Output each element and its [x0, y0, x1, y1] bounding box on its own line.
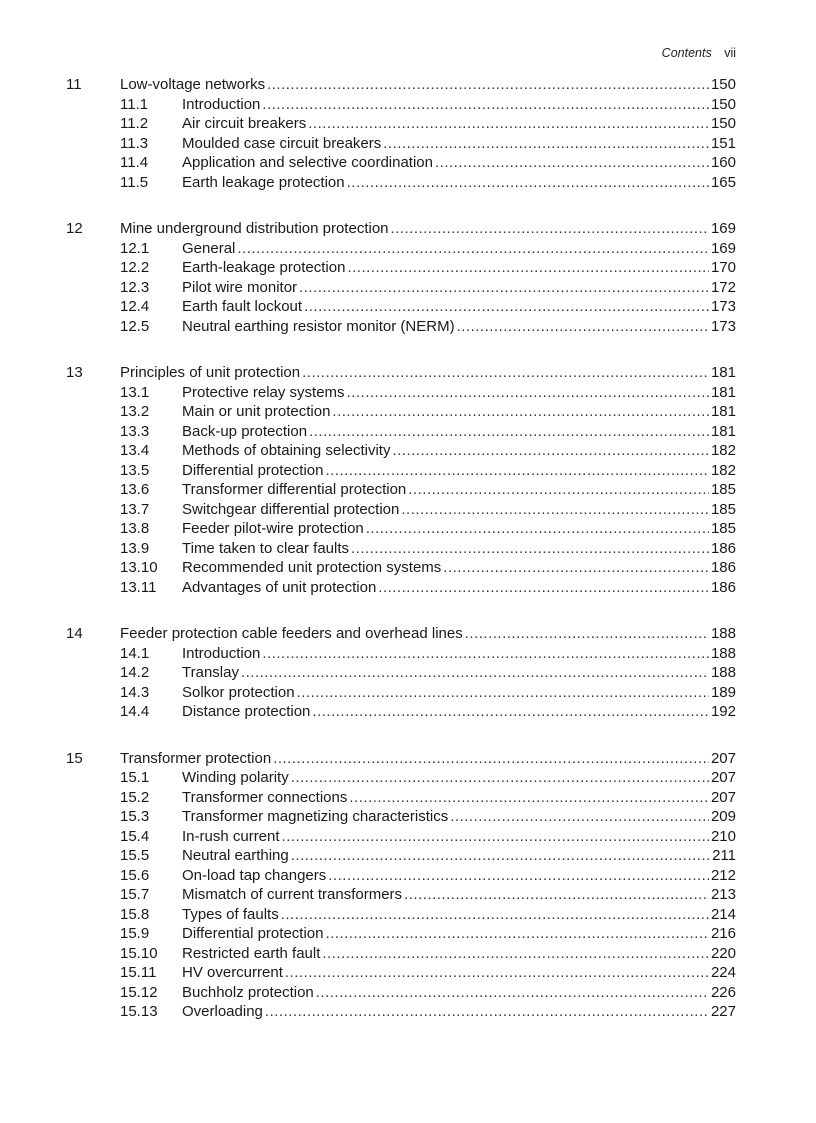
dot-leader — [325, 924, 709, 944]
dot-leader — [332, 402, 709, 422]
dot-leader — [304, 297, 709, 317]
section-title: Transformer differential protection — [182, 481, 407, 498]
dot-leader — [443, 558, 709, 578]
section-number: 15.4 — [120, 827, 150, 845]
section-title: Moulded case circuit breakers — [182, 134, 382, 152]
section-title: Translay — [182, 664, 239, 681]
dot-leader — [308, 114, 709, 134]
section-number: 14.4 — [120, 703, 150, 720]
section-entry — [66, 134, 736, 154]
dot-leader — [328, 866, 709, 886]
section-entry — [66, 702, 736, 722]
chapter-title: Feeder protection cable feeders and overhead lines — [120, 625, 463, 642]
section-number: 15.12 — [120, 983, 158, 1001]
chapter-number: 11 — [66, 76, 82, 93]
section-entry — [66, 441, 736, 461]
section-title: Recommended unit protection systems — [182, 559, 442, 576]
section-entry — [66, 788, 736, 808]
section-entry — [66, 963, 736, 983]
section-title: In-rush current — [182, 827, 280, 845]
section-entry — [66, 258, 736, 278]
section-title: Air circuit breakers — [182, 115, 307, 132]
section-title: Protective relay systems — [182, 383, 345, 401]
section-number: 14.1 — [120, 644, 150, 662]
section-page-number: 181 — [710, 383, 736, 401]
section-page-number: 189 — [710, 683, 736, 701]
dot-leader — [273, 749, 709, 769]
section-title: Overloading — [182, 1003, 263, 1020]
section-title: Types of faults — [182, 905, 279, 923]
dot-leader — [267, 75, 709, 95]
section-page-number: 186 — [710, 578, 736, 596]
dot-leader — [408, 480, 709, 500]
section-entry — [66, 239, 736, 259]
section-entry — [66, 885, 736, 905]
section-page-number: 188 — [710, 664, 736, 681]
section-page-number: 227 — [710, 1003, 736, 1020]
section-entry — [66, 500, 736, 520]
section-entry — [66, 173, 736, 193]
chapter-entry — [66, 749, 736, 769]
section-page-number: 226 — [710, 983, 736, 1001]
section-number: 14.2 — [120, 664, 150, 681]
section-number: 12.5 — [120, 317, 150, 335]
section-entry — [66, 944, 736, 964]
section-title: On-load tap changers — [182, 866, 327, 884]
running-head-page-number: vii — [724, 46, 736, 60]
section-entry — [66, 768, 736, 788]
section-entry — [66, 480, 736, 500]
section-title: Back-up protection — [182, 422, 308, 440]
dot-leader — [316, 983, 709, 1003]
chapter-title: Principles of unit protection — [120, 364, 301, 381]
dot-leader — [351, 539, 709, 559]
running-head-label: Contents — [661, 46, 712, 60]
section-title: Introduction — [182, 95, 261, 113]
chapter-entry — [66, 624, 736, 644]
section-page-number: 151 — [710, 134, 736, 152]
dot-leader — [302, 363, 709, 383]
section-entry — [66, 578, 736, 598]
section-page-number: 173 — [710, 317, 736, 335]
section-entry — [66, 114, 736, 134]
chapter-page-number: 181 — [710, 364, 736, 381]
dot-leader — [465, 624, 709, 644]
section-entry — [66, 95, 736, 115]
section-number: 12.4 — [120, 298, 150, 315]
section-page-number: 150 — [710, 115, 736, 132]
section-title: Application and selective coordination — [182, 154, 433, 171]
dot-leader — [392, 441, 709, 461]
dot-leader — [322, 944, 709, 964]
section-page-number: 210 — [710, 827, 736, 845]
section-entry — [66, 983, 736, 1003]
chapter-title: Transformer protection — [120, 749, 272, 767]
section-page-number: 212 — [710, 866, 736, 884]
dot-leader — [285, 963, 709, 983]
chapter-page-number: 188 — [710, 625, 736, 642]
chapter-page-number: 169 — [710, 220, 736, 237]
chapter-title: Low-voltage networks — [120, 76, 266, 93]
chapter-page-number: 150 — [710, 76, 736, 93]
dot-leader — [265, 1002, 709, 1022]
section-entry — [66, 683, 736, 703]
chapter-block — [66, 363, 736, 597]
section-page-number: 160 — [710, 154, 736, 171]
section-number: 13.9 — [120, 539, 150, 557]
section-page-number: 182 — [710, 442, 736, 459]
chapter-number: 14 — [66, 625, 83, 642]
section-title: Mismatch of current transformers — [182, 886, 403, 903]
section-number: 11.5 — [120, 173, 149, 191]
dot-leader — [299, 278, 709, 298]
section-title: Main or unit protection — [182, 403, 331, 420]
section-number: 13.5 — [120, 461, 150, 479]
section-page-number: 181 — [710, 422, 736, 440]
section-entry — [66, 827, 736, 847]
chapter-number: 12 — [66, 220, 83, 237]
section-number: 15.10 — [120, 944, 158, 962]
dot-leader — [435, 153, 709, 173]
section-page-number: 186 — [710, 559, 736, 576]
chapter-page-number: 207 — [710, 749, 736, 767]
section-title: Differential protection — [182, 461, 324, 479]
chapter-number: 15 — [66, 749, 83, 767]
chapter-block — [66, 219, 736, 336]
section-number: 11.3 — [120, 134, 149, 152]
section-page-number: 185 — [710, 481, 736, 498]
section-entry — [66, 807, 736, 827]
section-page-number: 186 — [710, 539, 736, 557]
dot-leader — [262, 644, 709, 664]
dot-leader — [383, 134, 709, 154]
dot-leader — [237, 239, 709, 259]
section-number: 15.1 — [120, 769, 150, 786]
section-page-number: 214 — [710, 905, 736, 923]
section-entry — [66, 1002, 736, 1022]
section-title: Time taken to clear faults — [182, 539, 350, 557]
section-entry — [66, 402, 736, 422]
section-number: 13.4 — [120, 442, 150, 459]
chapter-block — [66, 75, 736, 192]
section-entry — [66, 924, 736, 944]
dot-leader — [404, 885, 709, 905]
section-title: Earth-leakage protection — [182, 259, 346, 276]
section-title: Introduction — [182, 644, 261, 662]
dot-leader — [297, 683, 709, 703]
section-entry — [66, 663, 736, 683]
section-number: 15.2 — [120, 788, 150, 806]
section-title: Earth leakage protection — [182, 173, 345, 191]
section-entry — [66, 519, 736, 539]
section-title: Distance protection — [182, 703, 311, 720]
section-entry — [66, 846, 736, 866]
dot-leader — [349, 788, 709, 808]
section-page-number: 188 — [710, 644, 736, 662]
section-page-number: 224 — [710, 964, 736, 981]
section-number: 13.7 — [120, 500, 150, 518]
section-number: 11.2 — [120, 115, 149, 132]
section-title: Feeder pilot-wire protection — [182, 520, 364, 537]
section-page-number: 211 — [712, 847, 736, 864]
section-number: 15.9 — [120, 925, 150, 942]
section-page-number: 209 — [710, 808, 736, 825]
section-title: Methods of obtaining selectivity — [182, 442, 391, 459]
section-entry — [66, 153, 736, 173]
section-page-number: 170 — [710, 259, 736, 276]
section-title: HV overcurrent — [182, 964, 283, 981]
section-entry — [66, 422, 736, 442]
dot-leader — [457, 317, 709, 337]
section-entry — [66, 644, 736, 664]
section-title: Pilot wire monitor — [182, 278, 298, 296]
dot-leader — [391, 219, 709, 239]
section-title: General — [182, 239, 236, 257]
section-title: Solkor protection — [182, 683, 295, 701]
section-entry — [66, 866, 736, 886]
section-title: Restricted earth fault — [182, 944, 321, 962]
section-number: 15.13 — [120, 1003, 158, 1020]
dot-leader — [347, 173, 709, 193]
chapter-entry — [66, 363, 736, 383]
section-page-number: 150 — [710, 95, 736, 113]
dot-leader — [378, 578, 709, 598]
dot-leader — [281, 905, 709, 925]
section-page-number: 169 — [710, 239, 736, 257]
section-title: Transformer connections — [182, 788, 348, 806]
dot-leader — [241, 663, 709, 683]
chapter-entry — [66, 75, 736, 95]
section-title: Winding polarity — [182, 769, 289, 786]
section-title: Differential protection — [182, 925, 324, 942]
table-of-contents — [66, 75, 736, 1049]
section-entry — [66, 317, 736, 337]
section-title: Buchholz protection — [182, 983, 314, 1001]
section-page-number: 172 — [710, 278, 736, 296]
section-title: Switchgear differential protection — [182, 500, 400, 518]
section-page-number: 165 — [710, 173, 736, 191]
section-number: 11.4 — [120, 154, 149, 171]
dot-leader — [282, 827, 709, 847]
section-page-number: 182 — [710, 461, 736, 479]
section-page-number: 185 — [710, 520, 736, 537]
section-number: 13.10 — [120, 559, 158, 576]
chapter-block — [66, 749, 736, 1022]
section-number: 14.3 — [120, 683, 150, 701]
section-entry — [66, 278, 736, 298]
section-page-number: 192 — [710, 703, 736, 720]
section-entry — [66, 383, 736, 403]
section-number: 11.1 — [120, 95, 149, 113]
section-number: 13.3 — [120, 422, 150, 440]
section-page-number: 220 — [710, 944, 736, 962]
dot-leader — [347, 258, 709, 278]
section-number: 15.11 — [120, 964, 157, 981]
section-entry — [66, 539, 736, 559]
dot-leader — [366, 519, 709, 539]
running-head — [662, 46, 736, 60]
dot-leader — [262, 95, 709, 115]
section-entry — [66, 461, 736, 481]
section-number: 13.6 — [120, 481, 150, 498]
section-page-number: 207 — [710, 788, 736, 806]
section-number: 12.3 — [120, 278, 150, 296]
section-page-number: 207 — [710, 769, 736, 786]
section-page-number: 213 — [710, 886, 736, 903]
section-number: 12.2 — [120, 259, 150, 276]
section-number: 12.1 — [120, 239, 150, 257]
dot-leader — [347, 383, 709, 403]
section-page-number: 173 — [710, 298, 736, 315]
section-number: 15.6 — [120, 866, 150, 884]
section-number: 15.7 — [120, 886, 150, 903]
section-entry — [66, 905, 736, 925]
section-page-number: 185 — [710, 500, 736, 518]
dot-leader — [325, 461, 709, 481]
dot-leader — [291, 846, 710, 866]
section-page-number: 181 — [710, 403, 736, 420]
section-title: Advantages of unit protection — [182, 578, 377, 596]
section-title: Neutral earthing — [182, 847, 289, 864]
section-number: 15.3 — [120, 808, 150, 825]
section-number: 15.8 — [120, 905, 150, 923]
section-number: 13.1 — [120, 383, 150, 401]
section-number: 15.5 — [120, 847, 150, 864]
section-entry — [66, 558, 736, 578]
chapter-block — [66, 624, 736, 722]
section-entry — [66, 297, 736, 317]
section-number: 13.8 — [120, 520, 150, 537]
chapter-title: Mine underground distribution protection — [120, 220, 389, 237]
section-title: Earth fault lockout — [182, 298, 303, 315]
dot-leader — [309, 422, 709, 442]
dot-leader — [450, 807, 709, 827]
section-title: Transformer magnetizing characteristics — [182, 808, 449, 825]
section-number: 13.11 — [120, 578, 157, 596]
section-number: 13.2 — [120, 403, 150, 420]
dot-leader — [401, 500, 709, 520]
chapter-number: 13 — [66, 364, 83, 381]
section-title: Neutral earthing resistor monitor (NERM) — [182, 317, 455, 335]
dot-leader — [291, 768, 709, 788]
section-page-number: 216 — [710, 925, 736, 942]
dot-leader — [312, 702, 709, 722]
chapter-entry — [66, 219, 736, 239]
